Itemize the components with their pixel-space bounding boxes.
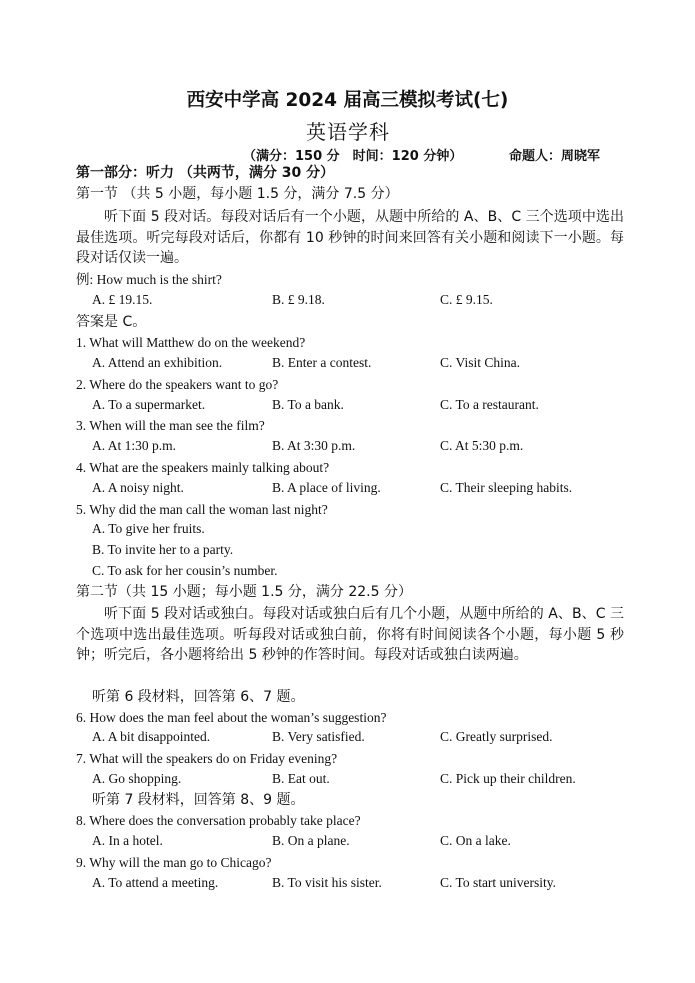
q1-option-a: A. Attend an exhibition.: [92, 355, 223, 370]
example-answer: 答案是 C。: [76, 314, 147, 330]
q8-option-a: A. In a hotel.: [92, 833, 163, 848]
q7-option-c: C. Pick up their children.: [440, 771, 576, 786]
q2-option-c: C. To a restaurant.: [440, 397, 539, 412]
q8-option-b: B. On a plane.: [272, 833, 350, 848]
q9-option-c: C. To start university.: [440, 875, 557, 890]
section1-heading: 第一节 （共 5 小题，每小题 1.5 分，满分 7.5 分）: [76, 186, 399, 202]
example-option-a: A. £ 19.15.: [92, 292, 153, 307]
question-3: 3. When will the man see the film?: [76, 418, 265, 433]
q6-option-c: C. Greatly surprised.: [440, 729, 553, 744]
q9-option-a: A. To attend a meeting.: [92, 875, 219, 890]
q8-option-c: C. On a lake.: [440, 833, 511, 848]
q2-option-b: B. To a bank.: [272, 397, 344, 412]
q5-option-c: C. To ask for her cousin’s number.: [92, 563, 278, 578]
q4-option-c: C. Their sleeping habits.: [440, 480, 573, 495]
question-6: 6. How does the man feel about the woman’s suggestion?: [76, 710, 387, 725]
question-7: 7. What will the speakers do on Friday evening?: [76, 751, 338, 766]
part1-heading: 第一部分：听力 （共两节，满分 30 分）: [76, 165, 335, 181]
example-question: 例: How much is the shirt?: [76, 272, 222, 287]
q7-option-a: A. Go shopping.: [92, 771, 182, 786]
q6-option-a: A. A bit disappointed.: [92, 729, 211, 744]
q3-option-b: B. At 3:30 p.m.: [272, 438, 356, 453]
q1-option-b: B. Enter a contest.: [272, 355, 372, 370]
question-2: 2. Where do the speakers want to go?: [76, 377, 279, 392]
example-option-c: C. £ 9.15.: [440, 292, 493, 307]
section1-instructions: 听下面 5 段对话。每段对话后有一个小题，从题中所给的 A、B、C 三个选项中选出最佳选项。听完每段对话后，你都有 10 秒钟的时间来回答有关小题和阅读下一小题。每段对话仅读一遍。: [76, 209, 624, 266]
q4-option-a: A. A noisy night.: [92, 480, 184, 495]
question-1: 1. What will Matthew do on the weekend?: [76, 335, 306, 350]
example-option-b: B. £ 9.18.: [272, 292, 325, 307]
question-8: 8. Where does the conversation probably take place?: [76, 813, 361, 828]
q2-option-a: A. To a supermarket.: [92, 397, 206, 412]
q1-option-c: C. Visit China.: [440, 355, 520, 370]
exam-author: 命题人：周晓军: [509, 149, 601, 164]
question-5: 5. Why did the man call the woman last night?: [76, 502, 328, 517]
material-6-note: 听第 6 段材料，回答第 6、7 题。: [92, 689, 305, 705]
exam-title: 西安中学高 2024 届高三模拟考试(七): [186, 90, 509, 111]
q3-option-c: C. At 5:30 p.m.: [440, 438, 524, 453]
q9-option-b: B. To visit his sister.: [272, 875, 382, 890]
q5-option-a: A. To give her fruits.: [92, 521, 205, 536]
subject-title: 英语学科: [306, 120, 390, 144]
section2-instructions: 听下面 5 段对话或独白。每段对话或独白后有几个小题，从题中所给的 A、B、C 三个选项中选出最佳选项。听每段对话或独白前，你将有时间阅读各个小题，每小题 5 秒钟；听完后，各小题将给出 5 秒钟的作答时间。每段对话或独白读两遍。: [76, 606, 624, 663]
q7-option-b: B. Eat out.: [272, 771, 330, 786]
section2-heading: 第二节（共 15 小题；每小题 1.5 分，满分 22.5 分）: [76, 584, 412, 600]
q5-option-b: B. To invite her to a party.: [92, 542, 234, 557]
material-7-note: 听第 7 段材料，回答第 8、9 题。: [92, 792, 305, 808]
q3-option-a: A. At 1:30 p.m.: [92, 438, 177, 453]
exam-meta: （满分：150 分 时间：120 分钟）: [243, 149, 463, 164]
question-9: 9. Why will the man go to Chicago?: [76, 855, 272, 870]
question-4: 4. What are the speakers mainly talking about?: [76, 460, 330, 475]
q4-option-b: B. A place of living.: [272, 480, 381, 495]
q6-option-b: B. Very satisfied.: [272, 729, 365, 744]
